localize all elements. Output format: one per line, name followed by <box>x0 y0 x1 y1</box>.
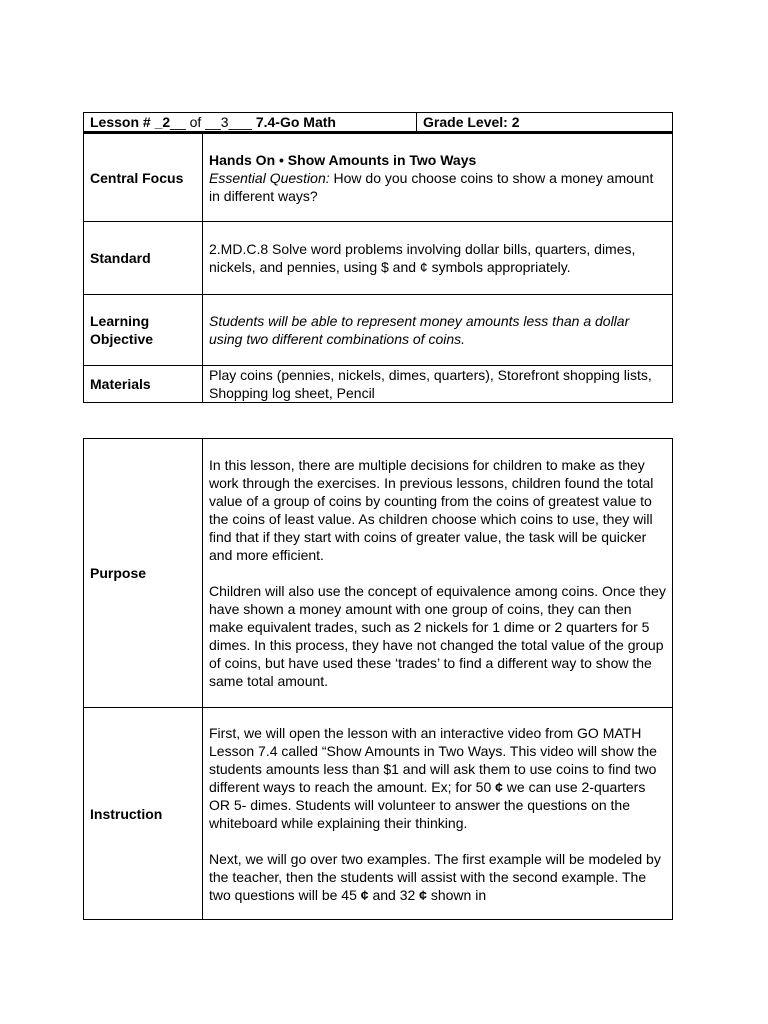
learning-objective-label-line2: Objective <box>90 331 154 347</box>
learning-objective-label <box>84 295 203 366</box>
lesson-detail-table <box>83 438 673 920</box>
lesson-title: 7.4-Go Math <box>255 114 336 130</box>
instruction-p2-text-b: and 32 <box>368 887 420 903</box>
grade-level-cell <box>417 113 673 133</box>
lesson-prefix: Lesson # _ <box>90 114 163 130</box>
lesson-info-table <box>83 112 673 403</box>
purpose-paragraph-2: Children will also use the concept of equivalence among coins. Once they have shown a money amount with one group of coins, they can then make equivalent trades, such as 2 nickels for 1 dime or 2 quarters for 5 dimes. In this process, they have not changed the total value of the group of coins, but have used these ‘trades’ to find a different way to show the same total amount. <box>209 583 666 689</box>
purpose-row <box>84 439 673 708</box>
standard-row <box>84 222 673 295</box>
instruction-paragraph-2 <box>209 850 666 904</box>
instruction-p1-text-a: First, we will open the lesson with an interactive video from GO MATH Lesson 7.4 called “Show Amounts in Two Ways. This video will show the students amounts less than $1 and will ask them to use coins to find two different ways to reach the amount. Ex; for 50 <box>209 725 657 795</box>
lesson-number: 2 <box>162 114 171 130</box>
learning-objective-label-line1: Learning <box>90 313 150 329</box>
instruction-row <box>84 708 673 920</box>
instruction-content <box>203 708 673 920</box>
instruction-p2-text-c: shown in <box>426 887 487 903</box>
cent-symbol: ¢ <box>419 887 427 903</box>
lesson-suffix: ___ <box>228 114 252 130</box>
essential-question-label: Essential Question: <box>209 169 330 186</box>
materials-text: Play coins (pennies, nickels, dimes, quarters), Storefront shopping lists, Shopping log sheet, Pencil <box>203 366 673 403</box>
central-focus-row <box>84 133 673 222</box>
lesson-number-cell <box>84 113 417 133</box>
materials-label: Materials <box>84 366 203 403</box>
cent-symbol: ¢ <box>495 779 503 795</box>
grade-level: Grade Level: 2 <box>423 114 520 130</box>
lesson-topic-title: Hands On • Show Amounts in Two Ways <box>209 151 477 168</box>
purpose-content <box>203 439 673 708</box>
instruction-paragraph-1 <box>209 724 666 832</box>
purpose-label: Purpose <box>84 439 203 708</box>
lesson-total: 3 <box>220 114 229 130</box>
learning-objective-text: Students will be able to represent money amounts less than a dollar using two different combinations of coins. <box>203 295 673 366</box>
essential-question <box>209 169 666 205</box>
standard-text: 2.MD.C.8 Solve word problems involving dollar bills, quarters, dimes, nickels, and pennies, using $ and ¢ symbols appropriately. <box>203 222 673 295</box>
essential-question-text: How do you choose coins to show a money amount in different ways? <box>209 169 654 204</box>
standard-label: Standard <box>84 222 203 295</box>
central-focus-label: Central Focus <box>84 133 203 222</box>
instruction-p2-text-a: Next, we will go over two examples. The first example will be modeled by the teacher, then the students will assist with the second example. The two questions will be 45 <box>209 851 661 903</box>
lesson-separator: __ of __ <box>170 114 221 130</box>
instruction-p1-text-b: we can use 2-quarters OR 5- dimes. Students will volunteer to answer the questions on the whiteboard while explaining their thinking. <box>209 779 646 831</box>
cent-symbol: ¢ <box>360 887 369 903</box>
lesson-header-row <box>84 113 673 133</box>
central-focus-content <box>203 133 673 222</box>
instruction-label: Instruction <box>84 708 203 920</box>
learning-objective-row <box>84 295 673 366</box>
materials-row <box>84 366 673 403</box>
purpose-paragraph-1: In this lesson, there are multiple decisions for children to make as they work through the exercises. In previous lessons, children found the total value of a group of coins by counting from the coins of greatest value to the coins of least value. As children choose which coins to use, they will find that if they start with coins of greater value, the task will be quicker and more efficient. <box>209 457 654 563</box>
